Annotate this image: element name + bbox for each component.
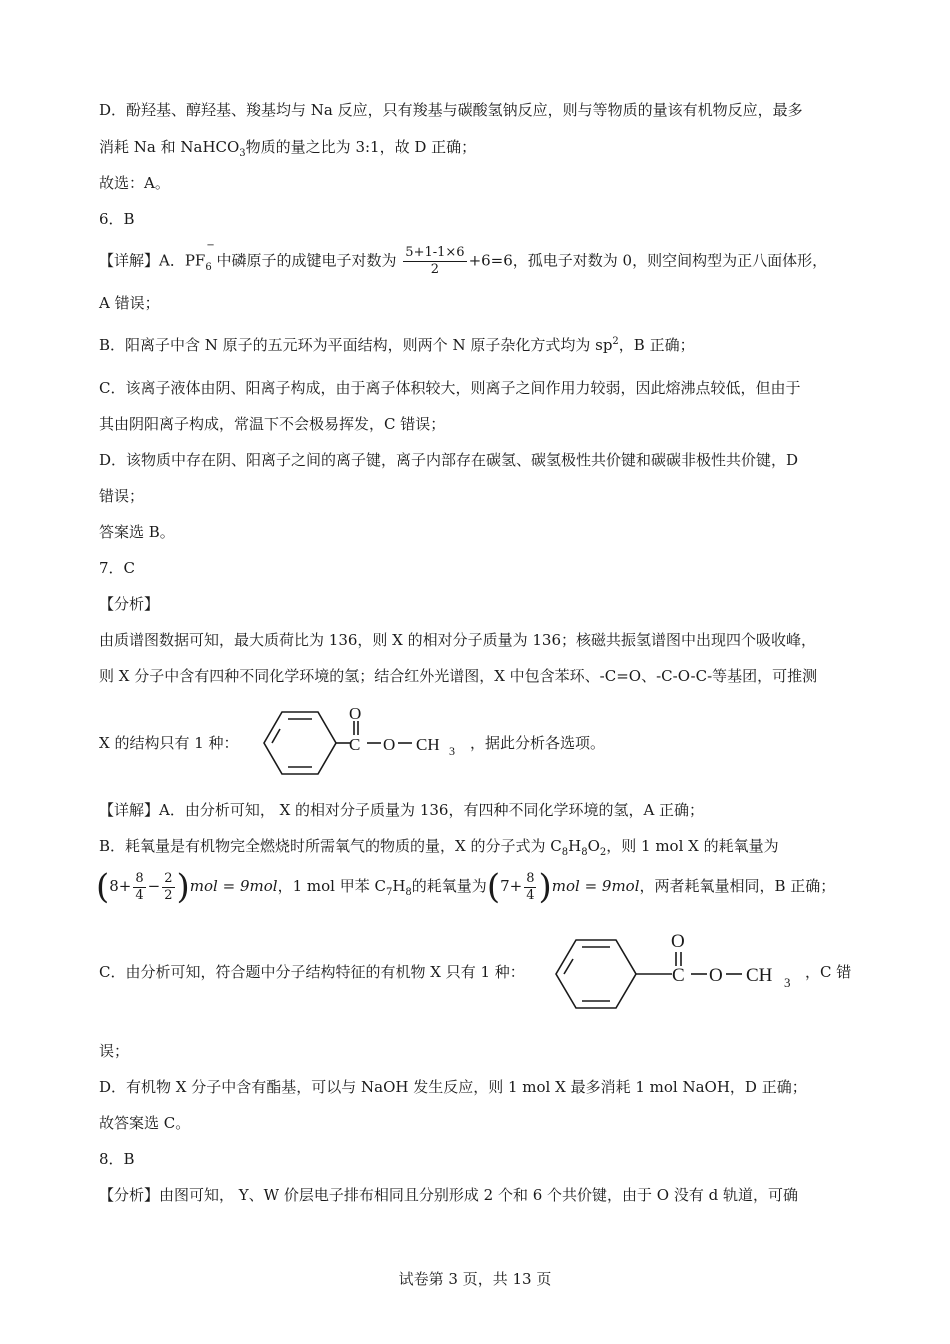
fraction: $\frac{5+1-1\times 6}{2}$ — [405, 245, 465, 277]
carbonyl-o-label-2: O — [671, 931, 685, 952]
question-8-answer: 8．B — [99, 1150, 135, 1168]
detail-a: 【详解】A．由分析可知， X 的相对分子质量为 136，有四种不同化学环境的氢，A 正确； — [99, 801, 705, 819]
structure-line-1-tail: ，据此分析各选项。 — [470, 734, 606, 752]
analysis-line-1: 由质谱图数据可知，最大质荷比为 136，则 X 的相对分子质量为 136；核磁共振氢谱图中出现四个吸收峰， — [99, 631, 817, 649]
line-c-option: C．该离子液体由阴、阳离子构成，由于离子体积较大，则离子之间作用力较弱，因此熔沸点较低，但由于 — [99, 379, 801, 397]
carbonyl-o-label: O — [349, 704, 362, 723]
line-d-continued: 消耗 Na 和 NaHCO$_3$物质的量之比为 3:1，故 D 正确； — [99, 138, 477, 159]
carbon-label: C — [349, 735, 361, 754]
line-a-wrong: A 错误； — [99, 294, 160, 312]
detail-c: C．由分析可知，符合题中分子结构特征的有机物 X 只有 1 种： — [99, 963, 525, 981]
methyl-subscript: 3 — [449, 744, 455, 758]
detail-d: D．有机物 X 分子中含有酯基，可以与 NaOH 发生反应，则 1 mol X 最多消耗 1 mol NaOH，D 正确； — [99, 1078, 807, 1096]
ester-o-label: O — [383, 735, 396, 754]
line-d-wrong: 错误； — [99, 487, 145, 505]
question-7-answer: 7．C — [99, 559, 136, 577]
analysis-q8: 【分析】由图可知， Y、W 价层电子排布相同且分别形成 2 个和 6 个共价键，由于 O 没有 d 轨道，可确 — [99, 1186, 798, 1204]
detail-c-tail: ，C 错 — [805, 963, 852, 981]
page-footer: 试卷第 3 页，共 13 页 — [398, 1270, 552, 1288]
line-c-continued: 其由阴阳离子构成，常温下不会极易挥发，C 错误； — [99, 415, 446, 433]
carbon-label-2: C — [672, 965, 685, 986]
analysis-heading: 【分析】 — [99, 595, 160, 613]
line-answer-a: 故选：A。 — [99, 174, 170, 192]
structure-line-1: X 的结构只有 1 种： — [99, 734, 239, 752]
line-d-option: D．酚羟基、醇羟基、羧基均与 Na 反应，只有羧基与碳酸氢钠反应，则与等物质的量该有机物反应，最多 — [99, 101, 803, 119]
methyl-subscript-2: 3 — [784, 975, 791, 990]
methyl-label: CH — [416, 735, 440, 754]
ester-o-label-2: O — [709, 965, 723, 986]
question-6-answer: 6．B — [99, 210, 135, 228]
line-b-option: B．阳离子中含 N 原子的五元环为平面结构，则两个 N 原子杂化方式均为 $sp^2$，B 正确； — [99, 336, 695, 354]
oxygen-calc-line: (8+ $\frac{8}{4}$ − $\frac{2}{2}$ )mol = 9mol，1 mol 甲苯 $C_7H_8$的耗氧量为(7+ $\frac{8}{4}$ )mol = 9mol，两者耗氧量相同，B 正确； — [96, 867, 836, 907]
analysis-line-2: 则 X 分子中含有四种不同化学环境的氢；结合红外光谱图，X 中包含苯环、-C=O、-C-O-C-等基团，可推测 — [99, 667, 818, 685]
line-d-option-q6: D．该物质中存在阴、阳离子之间的离子键，离子内部存在碳氢、碳氢极性共价键和碳碳非极性共价键，D — [99, 451, 799, 469]
line-answer-b: 答案选 B。 — [99, 523, 175, 541]
detail-c-wrong: 误； — [99, 1042, 130, 1060]
detail-b: B．耗氧量是有机物完全燃烧时所需氧气的物质的量，X 的分子式为 $C_8H_8O_2$，则 1 mol X 的耗氧量为 — [99, 837, 779, 858]
methyl-benzoate-structure-2 — [552, 930, 802, 1018]
methyl-label-2: CH — [746, 965, 773, 986]
methyl-benzoate-structure — [244, 703, 469, 783]
line-q6-detail-a: 【详解】A．PF − $_6$ 中磷原子的成键电子对数为 $\frac{5+1-1\times 6}{2}$ +6=6，孤电子对数为 0，则空间构型为正八面体形， — [99, 239, 828, 277]
answer-c: 故答案选 C。 — [99, 1114, 191, 1132]
